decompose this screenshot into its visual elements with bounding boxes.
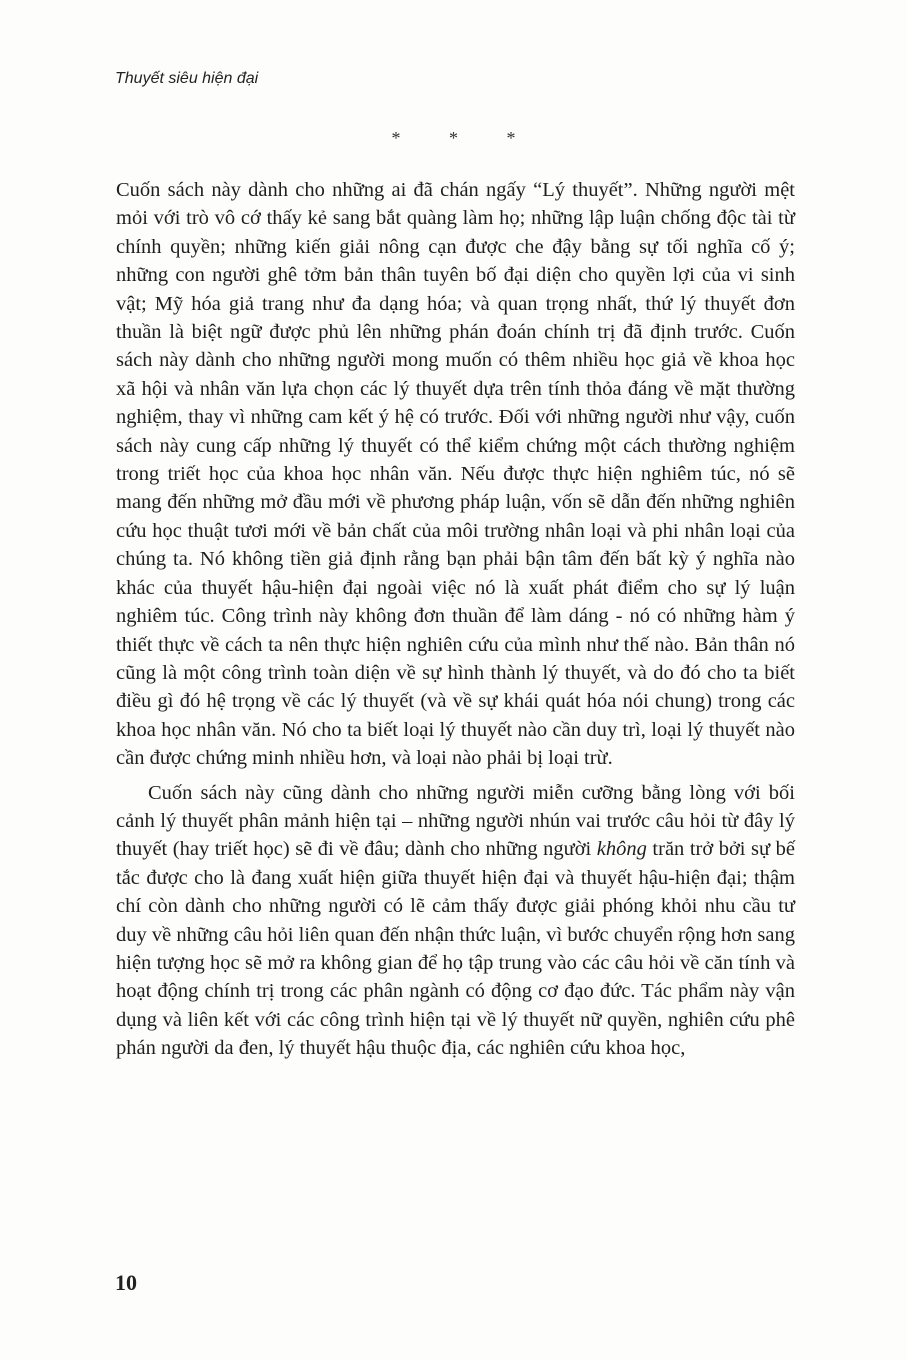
paragraph-1: Cuốn sách này dành cho những ai đã chán ngấy “Lý thuyết”. Những người mệt mỏi với trò vô cớ thấy kẻ sang bắt quàng làm họ; những lập luận chống độc tài từ chính quyền; những kiến giải nông cạn được che đậy bằng sự tối nghĩa cố ý; những con người ghê tởm bản thân tuyên bố đại diện cho quyền lợi của vi sinh vật; Mỹ hóa giả trang như đa dạng hóa; và quan trọng nhất, thứ lý thuyết đơn thuần là biệt ngữ được phủ lên những phán đoán chính trị đã định trước. Cuốn sách này dành cho những người mong muốn có thêm nhiều học giả về khoa học xã hội và nhân văn lựa chọn các lý thuyết dựa trên tính thỏa đáng về mặt thường nghiệm, thay vì những cam kết ý hệ có trước. Đối với những người như vậy, cuốn sách này cung cấp những lý thuyết có thể kiểm chứng một cách thường nghiệm trong triết học của khoa học nhân văn. Nếu được thực hiện nghiêm túc, nó sẽ mang đến những mở đầu mới về phương pháp luận, vốn sẽ dẫn đến những nghiên cứu học thuật tươi mới về bản chất của môi trường nhân loại và phi nhân loại của chúng ta. Nó không tiền giả định rằng bạn phải bận tâm đến bất kỳ ý nghĩa nào khác của thuyết hậu-hiện đại ngoài việc nó là xuất phát điểm cho sự lý luận nghiêm túc. Công trình này không đơn thuần để làm dáng - nó có những hàm ý thiết thực về cách ta nên thực hiện nghiên cứu của mình như thế nào. Bản thân nó cũng là một công trình toàn diện về sự hình thành lý thuyết, và do đó cho ta biết điều gì đó hệ trọng về các lý thuyết (và về sự khái quát hóa nói chung) trong các khoa học nhân văn. Nó cho ta biết loại lý thuyết nào cần duy trì, loại lý thuyết nào cần được chứng minh nhiều hơn, và loại nào phải bị loại trừ. (116, 179, 795, 770)
paragraph-2-text-a: Cuốn sách này cũng dành cho những người miễn cưỡng bằng lòng với bối cảnh lý thuyết phân mảnh hiện tại – những người nhún vai trước câu hỏi từ đây lý thuyết (hay triết học) sẽ đi về đâu; dành cho những người (116, 781, 795, 861)
page-number: 10 (115, 1270, 137, 1295)
body-text (116, 176, 795, 1063)
paragraph-2 (116, 779, 795, 1063)
running-header: Thuyết siêu hiện đại (115, 70, 259, 87)
paragraph-2-emphasis: không (596, 838, 647, 861)
section-divider: * * * (391, 128, 538, 148)
paragraph-2-text-b: trăn trở bởi sự bế tắc được cho là đang xuất hiện giữa thuyết hiện đại và thuyết hậu-hiện đại; thậm chí còn dành cho những người có lẽ cảm thấy được giải phóng khỏi nhu cầu tư duy về những câu hỏi liên quan đến nhận thức luận, vì bước chuyển rộng hơn sang hiện tượng học sẽ mở ra không gian để họ tập trung vào các câu hỏi về căn tính và hoạt động chính trị trong các phân ngành có động cơ đạo đức. Tác phẩm này vận dụng và liên kết với các công trình hiện tại về lý thuyết nữ quyền, nghiên cứu phê phán người da đen, lý thuyết hậu thuộc địa, các nghiên cứu khoa học, (116, 838, 795, 1060)
